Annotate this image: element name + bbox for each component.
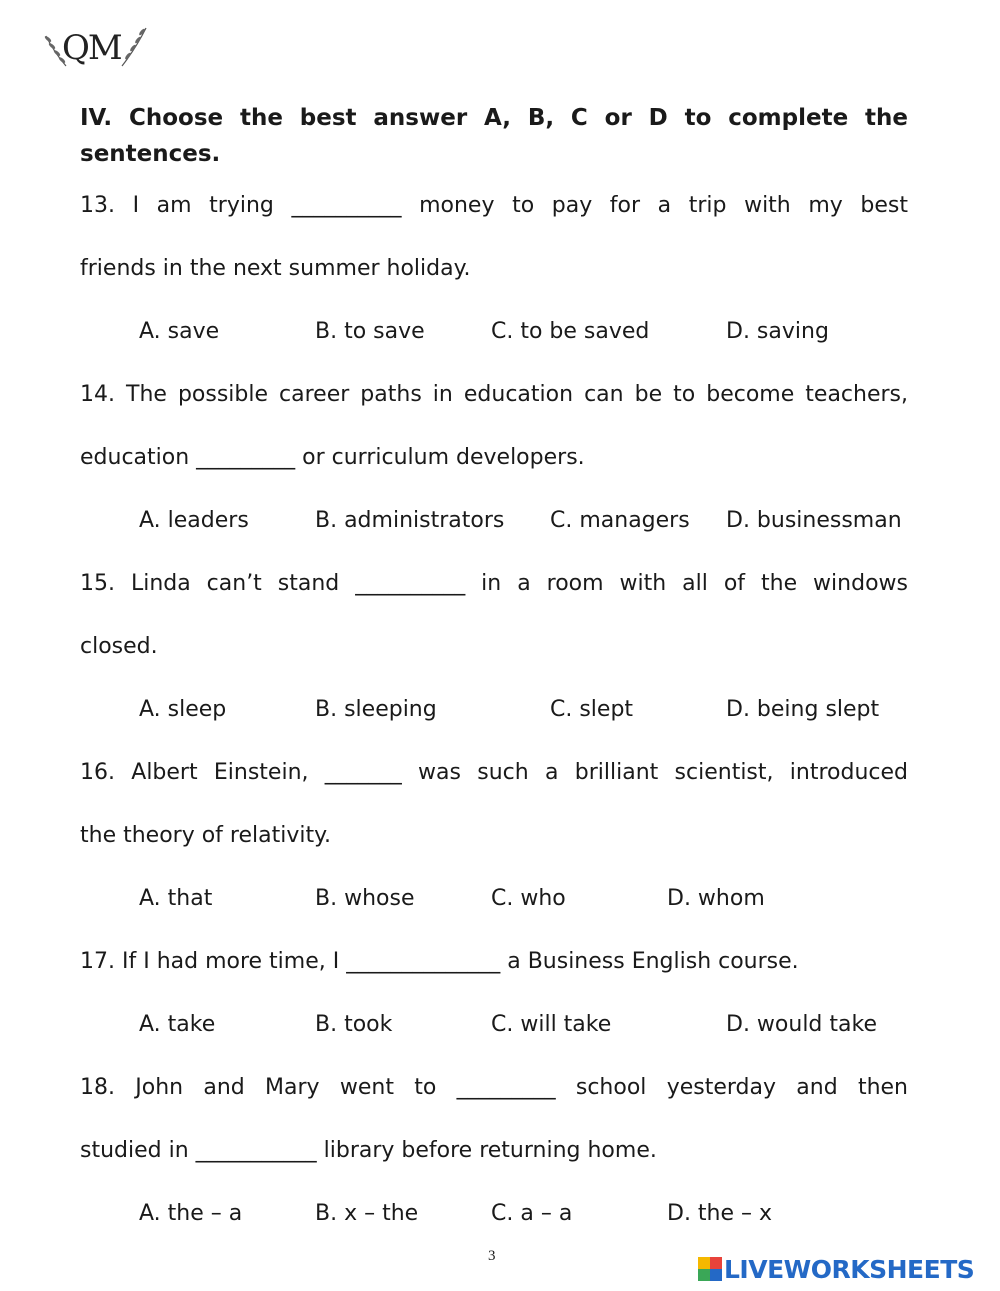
question-17-option-a: A. take	[139, 1012, 216, 1037]
question-16-option-d: D. whom	[667, 886, 765, 911]
liveworksheets-watermark[interactable]	[698, 1254, 974, 1284]
logo-text: QM	[62, 28, 121, 68]
question-13-option-b: B. to save	[315, 319, 425, 344]
question-14-line-1: 14. The possible career paths in education can be to become teachers,	[80, 382, 908, 407]
question-17-option-b: B. took	[315, 1012, 393, 1037]
question-15-option-c: C. slept	[550, 697, 634, 722]
qm-logo	[40, 22, 152, 78]
question-13-option-d: D. saving	[726, 319, 829, 344]
question-14-option-c: C. managers	[550, 508, 690, 533]
question-14-line-2: education _________ or curriculum developers.	[80, 445, 585, 470]
section-heading: IV. Choose the best answer A, B, C or D to complete the sentences.	[80, 105, 908, 167]
question-13-line-1: 13. I am trying __________ money to pay for a trip with my best	[80, 193, 908, 218]
question-16-option-b: B. whose	[315, 886, 415, 911]
question-16-option-a: A. that	[139, 886, 213, 911]
question-15-line-2: closed.	[80, 634, 158, 659]
question-16-option-c: C. who	[491, 886, 566, 911]
question-18-option-c: C. a – a	[491, 1201, 573, 1226]
question-13-option-a: A. save	[139, 319, 220, 344]
question-15-option-b: B. sleeping	[315, 697, 437, 722]
liveworksheets-text: LIVEWORKSHEETS	[724, 1254, 975, 1284]
question-16-line-2: the theory of relativity.	[80, 823, 331, 848]
question-13-option-c: C. to be saved	[491, 319, 650, 344]
question-18-option-a: A. the – a	[139, 1201, 243, 1226]
question-18-line-2: studied in ___________ library before returning home.	[80, 1138, 657, 1163]
question-16-line-1: 16. Albert Einstein, _______ was such a brilliant scientist, introduced	[80, 760, 908, 785]
page-number: 3	[488, 1248, 496, 1264]
question-14-option-b: B. administrators	[315, 508, 505, 533]
question-15-line-1: 15. Linda can’t stand __________ in a room with all of the windows	[80, 571, 908, 596]
question-13-line-2: friends in the next summer holiday.	[80, 256, 471, 281]
question-18-option-d: D. the – x	[667, 1201, 773, 1226]
question-17-option-d: D. would take	[726, 1012, 877, 1037]
question-18-option-b: B. x – the	[315, 1201, 419, 1226]
question-15-option-a: A. sleep	[139, 697, 227, 722]
question-15-option-d: D. being slept	[726, 697, 880, 722]
question-14-option-d: D. businessman	[726, 508, 902, 533]
question-17-line-1: 17. If I had more time, I ______________ a Business English course.	[80, 949, 799, 974]
liveworksheets-logo-icon	[698, 1257, 722, 1281]
question-18-line-1: 18. John and Mary went to _________ school yesterday and then	[80, 1075, 908, 1100]
question-14-option-a: A. leaders	[139, 508, 249, 533]
question-17-option-c: C. will take	[491, 1012, 612, 1037]
